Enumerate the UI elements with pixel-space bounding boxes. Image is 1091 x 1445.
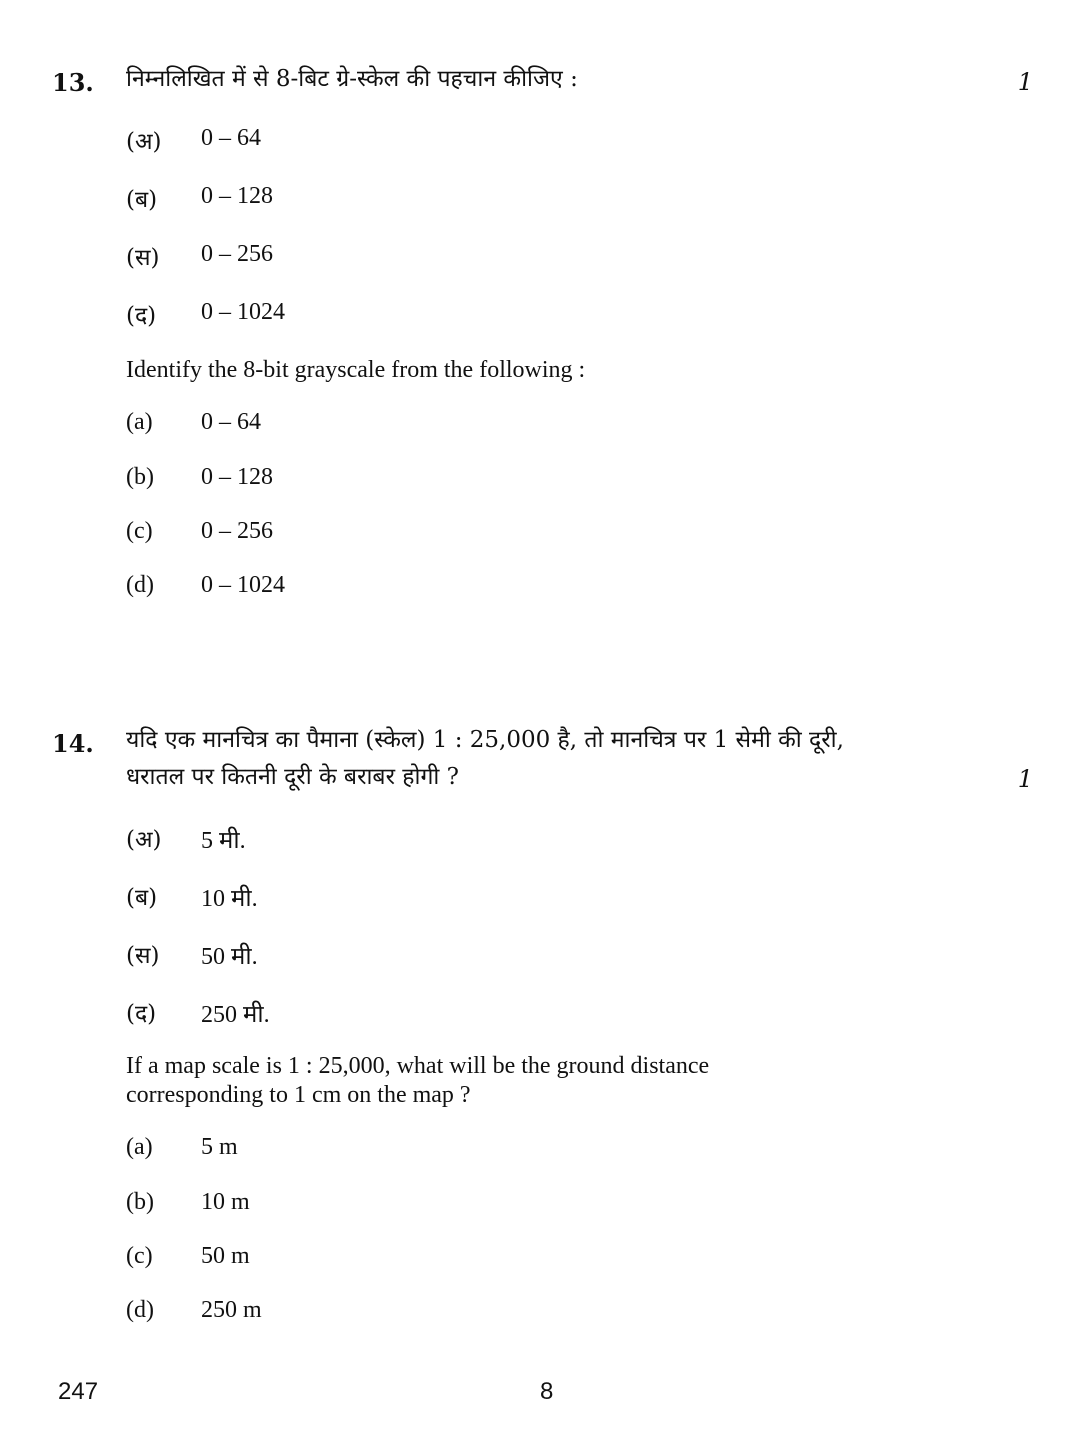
question-13-english-text: Identify the 8-bit grayscale from the following : bbox=[126, 357, 586, 383]
q14-english-option-text: 250 m bbox=[201, 1297, 262, 1323]
q14-hindi-option-label: (अ) bbox=[126, 827, 162, 853]
q14-english-option-text: 10 m bbox=[201, 1189, 250, 1215]
page-number: 8 bbox=[540, 1378, 554, 1405]
q14-english-option-label: (c) bbox=[126, 1243, 153, 1269]
q13-hindi-option-text: 0 – 256 bbox=[201, 241, 273, 267]
q14-hindi-option-text: 250 मी. bbox=[201, 1002, 270, 1028]
q14-hindi-option-text: 10 मी. bbox=[201, 886, 258, 912]
paper-code: 247 bbox=[58, 1378, 99, 1405]
question-13-hindi-text: निम्नलिखित में से 8-बिट ग्रे-स्केल की पहचान कीजिए : bbox=[126, 66, 578, 92]
q13-hindi-option-text: 0 – 1024 bbox=[201, 299, 285, 325]
q13-english-option-label: (a) bbox=[126, 409, 153, 435]
q14-english-option-label: (b) bbox=[126, 1189, 154, 1215]
question-14-hindi-text-line2: धरातल पर कितनी दूरी के बराबर होगी ? bbox=[126, 764, 459, 790]
q13-hindi-option-label: (द) bbox=[126, 303, 157, 329]
question-14-hindi-text-line1: यदि एक मानचित्र का पैमाना (स्केल) 1 : 25,000 है, तो मानचित्र पर 1 सेमी की दूरी, bbox=[126, 727, 844, 753]
question-14-english-text-line2: corresponding to 1 cm on the map ? bbox=[126, 1082, 471, 1108]
q13-hindi-option-label: (ब) bbox=[126, 187, 158, 213]
q14-english-option-text: 5 m bbox=[201, 1134, 238, 1160]
q13-english-option-label: (c) bbox=[126, 518, 153, 544]
q14-hindi-option-text: 50 मी. bbox=[201, 944, 258, 970]
question-13-marks: 1 bbox=[1017, 68, 1033, 96]
q13-english-option-text: 0 – 256 bbox=[201, 518, 273, 544]
question-14-marks: 1 bbox=[1017, 765, 1033, 793]
q13-hindi-option-text: 0 – 64 bbox=[201, 125, 261, 151]
q14-hindi-option-text: 5 मी. bbox=[201, 828, 246, 854]
q13-hindi-option-label: (अ) bbox=[126, 129, 162, 155]
q14-hindi-option-label: (द) bbox=[126, 1001, 157, 1027]
question-13-number: 13. bbox=[52, 68, 94, 97]
q13-english-option-text: 0 – 128 bbox=[201, 464, 273, 490]
q13-english-option-text: 0 – 1024 bbox=[201, 572, 285, 598]
q13-hindi-option-label: (स) bbox=[126, 245, 160, 271]
q13-english-option-label: (b) bbox=[126, 464, 154, 490]
q14-hindi-option-label: (स) bbox=[126, 943, 160, 969]
q13-english-option-text: 0 – 64 bbox=[201, 409, 261, 435]
q14-english-option-label: (d) bbox=[126, 1297, 154, 1323]
q14-english-option-text: 50 m bbox=[201, 1243, 250, 1269]
question-14-number: 14. bbox=[52, 729, 94, 758]
question-14-english-text-line1: If a map scale is 1 : 25,000, what will be the ground distance bbox=[126, 1053, 710, 1079]
q14-english-option-label: (a) bbox=[126, 1134, 153, 1160]
q14-hindi-option-label: (ब) bbox=[126, 885, 158, 911]
q13-hindi-option-text: 0 – 128 bbox=[201, 183, 273, 209]
q13-english-option-label: (d) bbox=[126, 572, 154, 598]
